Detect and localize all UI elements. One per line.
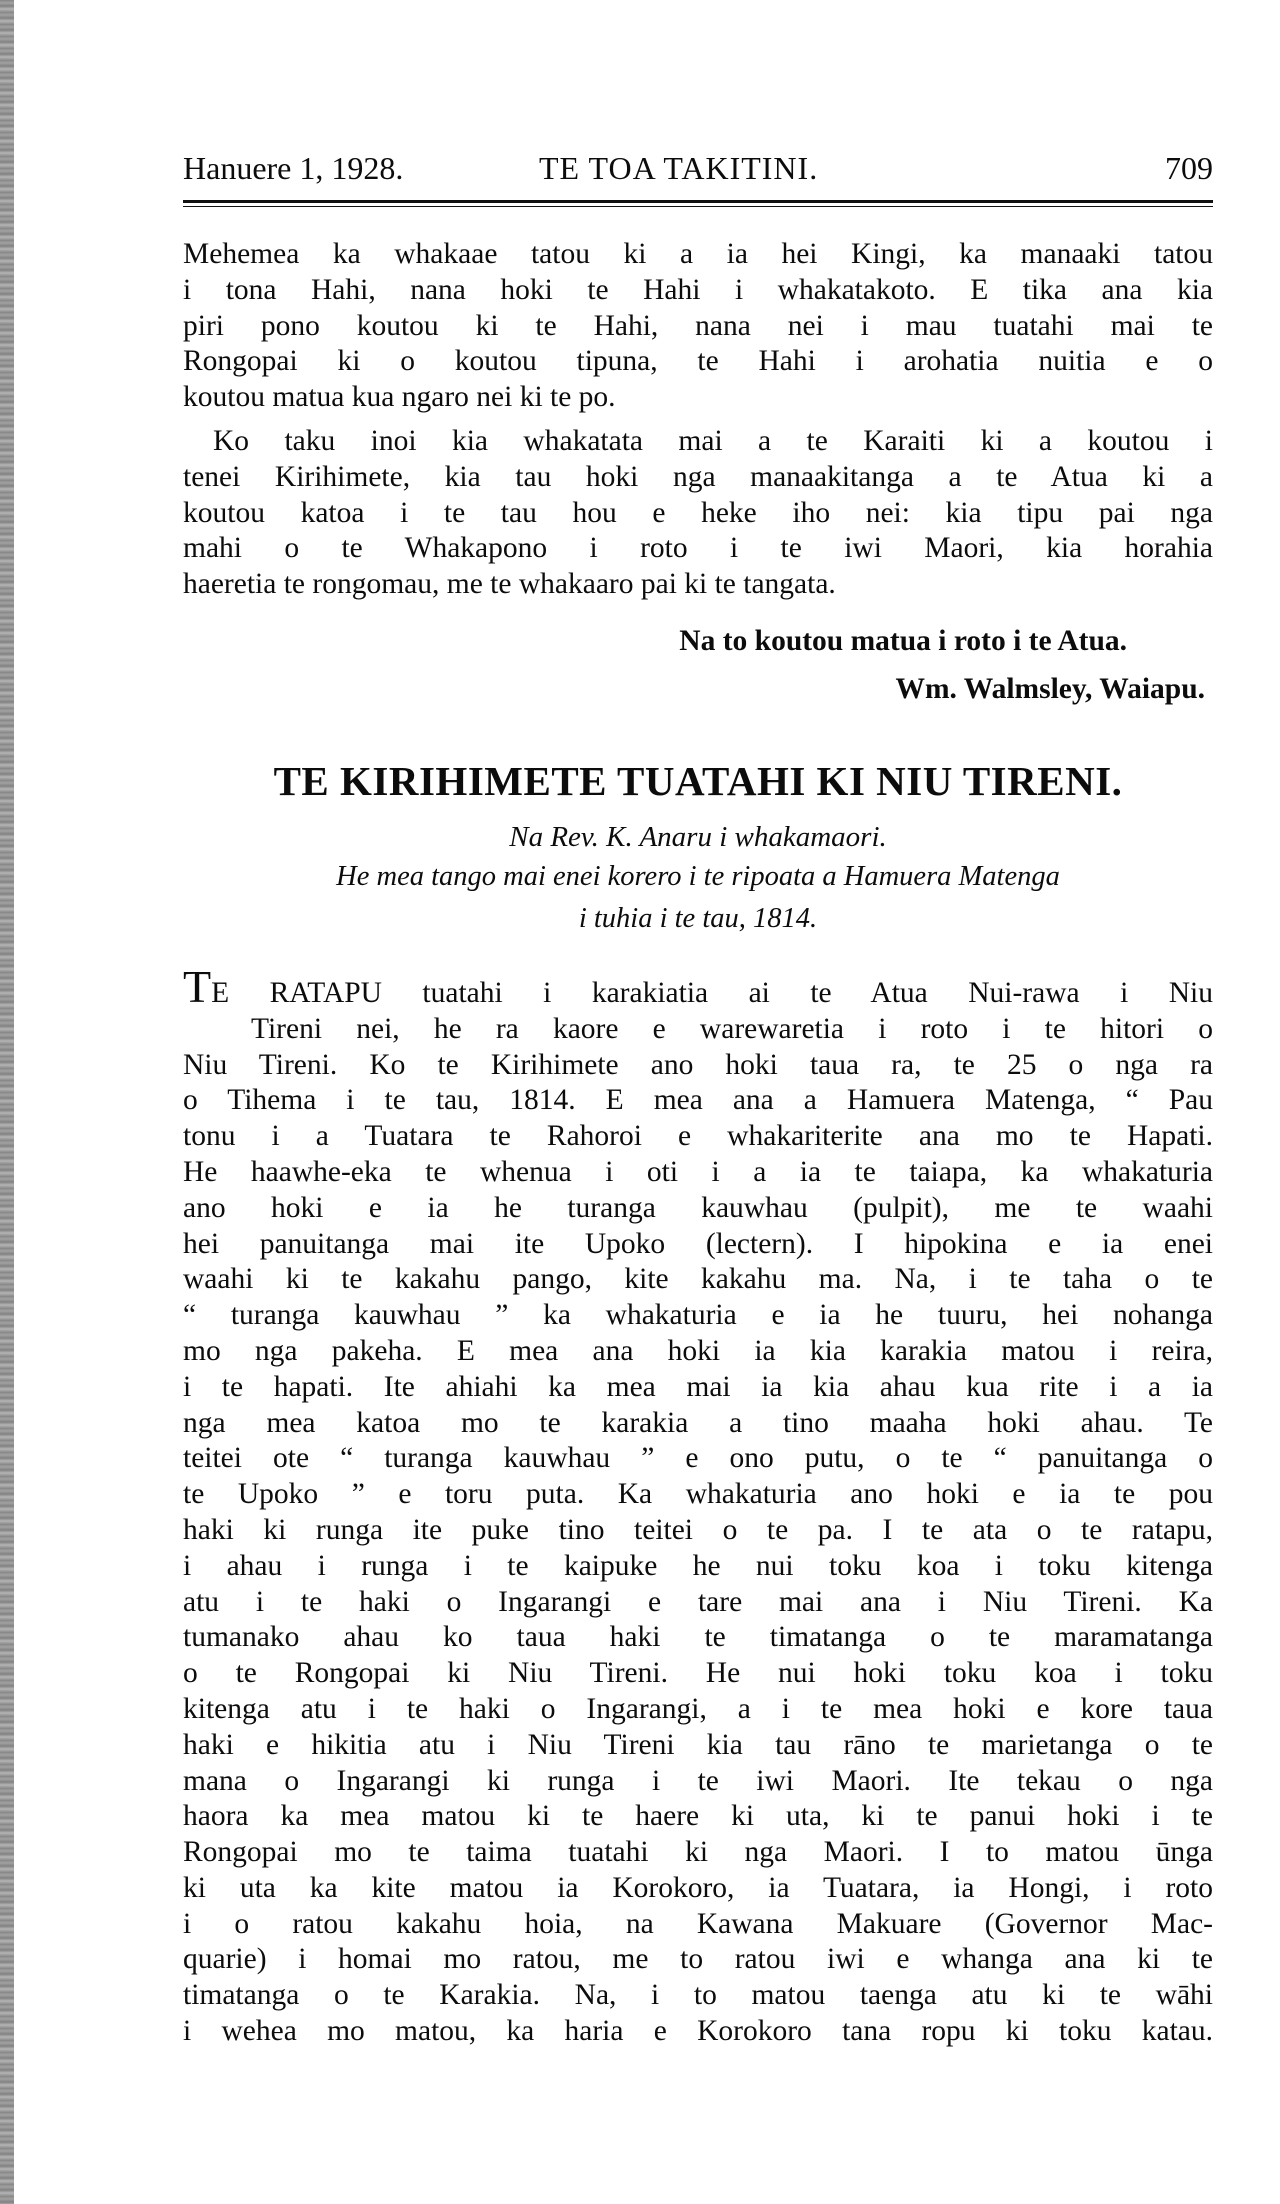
- text-line: tenei Kirihimete, kia tau hoki nga manaakitanga a te Atua ki a: [183, 460, 1213, 493]
- text-line: haeretia te rongomau, me te whakaaro pai ki te tangata.: [183, 568, 836, 601]
- text-line: timatanga o te Karakia. Na, i to matou taenga atu ki te wāhi: [183, 1979, 1213, 2012]
- book-binding-edge: [0, 0, 14, 2204]
- text-line: haki e hikitia atu i Niu Tireni kia tau rāno te marietanga o te: [183, 1728, 1213, 1761]
- signature-name: Wm. Walmsley, Waiapu.: [895, 672, 1205, 705]
- text-line: quarie) i homai mo ratou, me to ratou iwi e whanga ana ki te: [183, 1943, 1213, 1976]
- page-number: 709: [1165, 150, 1213, 186]
- article-title: TE KIRIHIMETE TUATAHI KI NIU TIRENI.: [273, 757, 1123, 804]
- text-line: ki uta ka kite matou ia Korokoro, ia Tuatara, ia Hongi, i roto: [183, 1871, 1213, 1904]
- text-line: haki ki runga ite puke tino teitei o te pa. I te ata o te ratapu,: [183, 1513, 1213, 1546]
- text-line: Ko taku inoi kia whakatata mai a te Karaiti ki a koutou i: [213, 424, 1213, 457]
- text-line: waahi ki te kakahu pango, kite kakahu ma. Na, i te taha o te: [183, 1263, 1213, 1296]
- text-line: Niu Tireni. Ko te Kirihimete ano hoki taua ra, te 25 o nga ra: [183, 1048, 1213, 1081]
- article-byline: Na Rev. K. Anaru i whakamaori.: [509, 820, 887, 853]
- paragraph-2: [183, 424, 1213, 603]
- first-line-text: E RATAPU tuatahi i karakiatia ai te Atua Nui-rawa i Niu: [211, 976, 1213, 1009]
- article-body: [183, 960, 1213, 2050]
- first-line: [183, 960, 1213, 1012]
- text-line: haora ka mea matou ki te haere ki uta, ki te panui hoki i te: [183, 1800, 1213, 1833]
- text-line: i tona Hahi, nana hoki te Hahi i whakatakoto. E tika ana kia: [183, 273, 1213, 306]
- text-line: mo nga pakeha. E mea ana hoki ia kia karakia matou i reira,: [183, 1334, 1213, 1367]
- text-line: nga mea katoa mo te karakia a tino maaha hoki ahau. Te: [183, 1406, 1213, 1439]
- text-line: Tireni nei, he ra kaore e warewaretia i roto i te hitori o: [251, 1012, 1213, 1045]
- page: [183, 150, 1213, 2050]
- header-rule-thick: [183, 200, 1213, 203]
- text-line: Mehemea ka whakaae tatou ki a ia hei Kingi, ka manaaki tatou: [183, 238, 1213, 270]
- text-line: tonu i a Tuatara te Rahoroi e whakariterite ana mo te Hapati.: [183, 1120, 1213, 1153]
- text-line: tumanako ahau ko taua haki te timatanga o te maramatanga: [183, 1621, 1213, 1654]
- text-line: He haawhe-eka te whenua i oti i a ia te taiapa, ka whakaturia: [183, 1155, 1213, 1188]
- issue-date: Hanuere 1, 1928.: [183, 150, 404, 186]
- text-line: kitenga atu i te haki o Ingarangi, a i te mea hoki e kore taua: [183, 1692, 1213, 1725]
- text-line: atu i te haki o Ingarangi e tare mai ana i Niu Tireni. Ka: [183, 1585, 1213, 1618]
- text-line: teitei ote “ turanga kauwhau ” e ono putu, o te “ panuitanga o: [183, 1442, 1213, 1475]
- text-line: mahi o te Whakapono i roto i te iwi Maori, kia horahia: [183, 532, 1213, 565]
- running-header: [183, 150, 1213, 194]
- text-line: i o ratou kakahu hoia, na Kawana Makuare (Governor Mac-: [183, 1907, 1213, 1940]
- text-line: Rongopai mo te taima tuatahi ki nga Maori. I to matou ūnga: [183, 1836, 1213, 1869]
- drop-cap: T: [183, 960, 212, 1012]
- text-line: “ turanga kauwhau ” ka whakaturia e ia he tuuru, hei nohanga: [183, 1299, 1213, 1332]
- text-line: o Tihema i te tau, 1814. E mea ana a Hamuera Matenga, “ Pau: [183, 1084, 1213, 1117]
- text-line: Rongopai ki o koutou tipuna, te Hahi i arohatia nuitia e o: [183, 345, 1213, 378]
- header-rule-thin: [183, 206, 1213, 207]
- text-line: o te Rongopai ki Niu Tireni. He nui hoki toku koa i toku: [183, 1657, 1213, 1690]
- text-line: mana o Ingarangi ki runga i te iwi Maori. Ite tekau o nga: [183, 1764, 1213, 1797]
- text-line: i te hapati. Ite ahiahi ka mea mai ia kia ahau kua rite i a ia: [183, 1370, 1213, 1403]
- body-lines: [183, 1012, 1213, 2050]
- text-line: koutou matua kua ngaro nei ki te po.: [183, 381, 616, 414]
- text-line: i ahau i runga i te kaipuke he nui toku koa i toku kitenga: [183, 1549, 1213, 1582]
- text-line: te Upoko ” e toru puta. Ka whakaturia ano hoki e ia te pou: [183, 1478, 1213, 1511]
- text-line: piri pono koutou ki te Hahi, nana nei i mau tuatahi mai te: [183, 309, 1213, 342]
- text-line: ano hoki e ia he turanga kauwhau (pulpit), me te waahi: [183, 1191, 1213, 1224]
- article-subtitle-2: i tuhia i te tau, 1814.: [578, 902, 818, 934]
- text-line: i wehea mo matou, ka haria e Korokoro tana ropu ki toku katau.: [183, 2015, 1213, 2048]
- signature-closing: Na to koutou matua i roto i te Atua.: [679, 624, 1127, 657]
- publication-title: TE TOA TAKITINI.: [539, 150, 819, 186]
- text-line: hei panuitanga mai ite Upoko (lectern). I hipokina e ia enei: [183, 1227, 1213, 1260]
- text-line: koutou katoa i te tau hou e heke iho nei: kia tipu pai nga: [183, 496, 1213, 529]
- article-subtitle-1: He mea tango mai enei korero i te ripoata a Hamuera Matenga: [336, 860, 1060, 892]
- paragraph-1: [183, 237, 1213, 416]
